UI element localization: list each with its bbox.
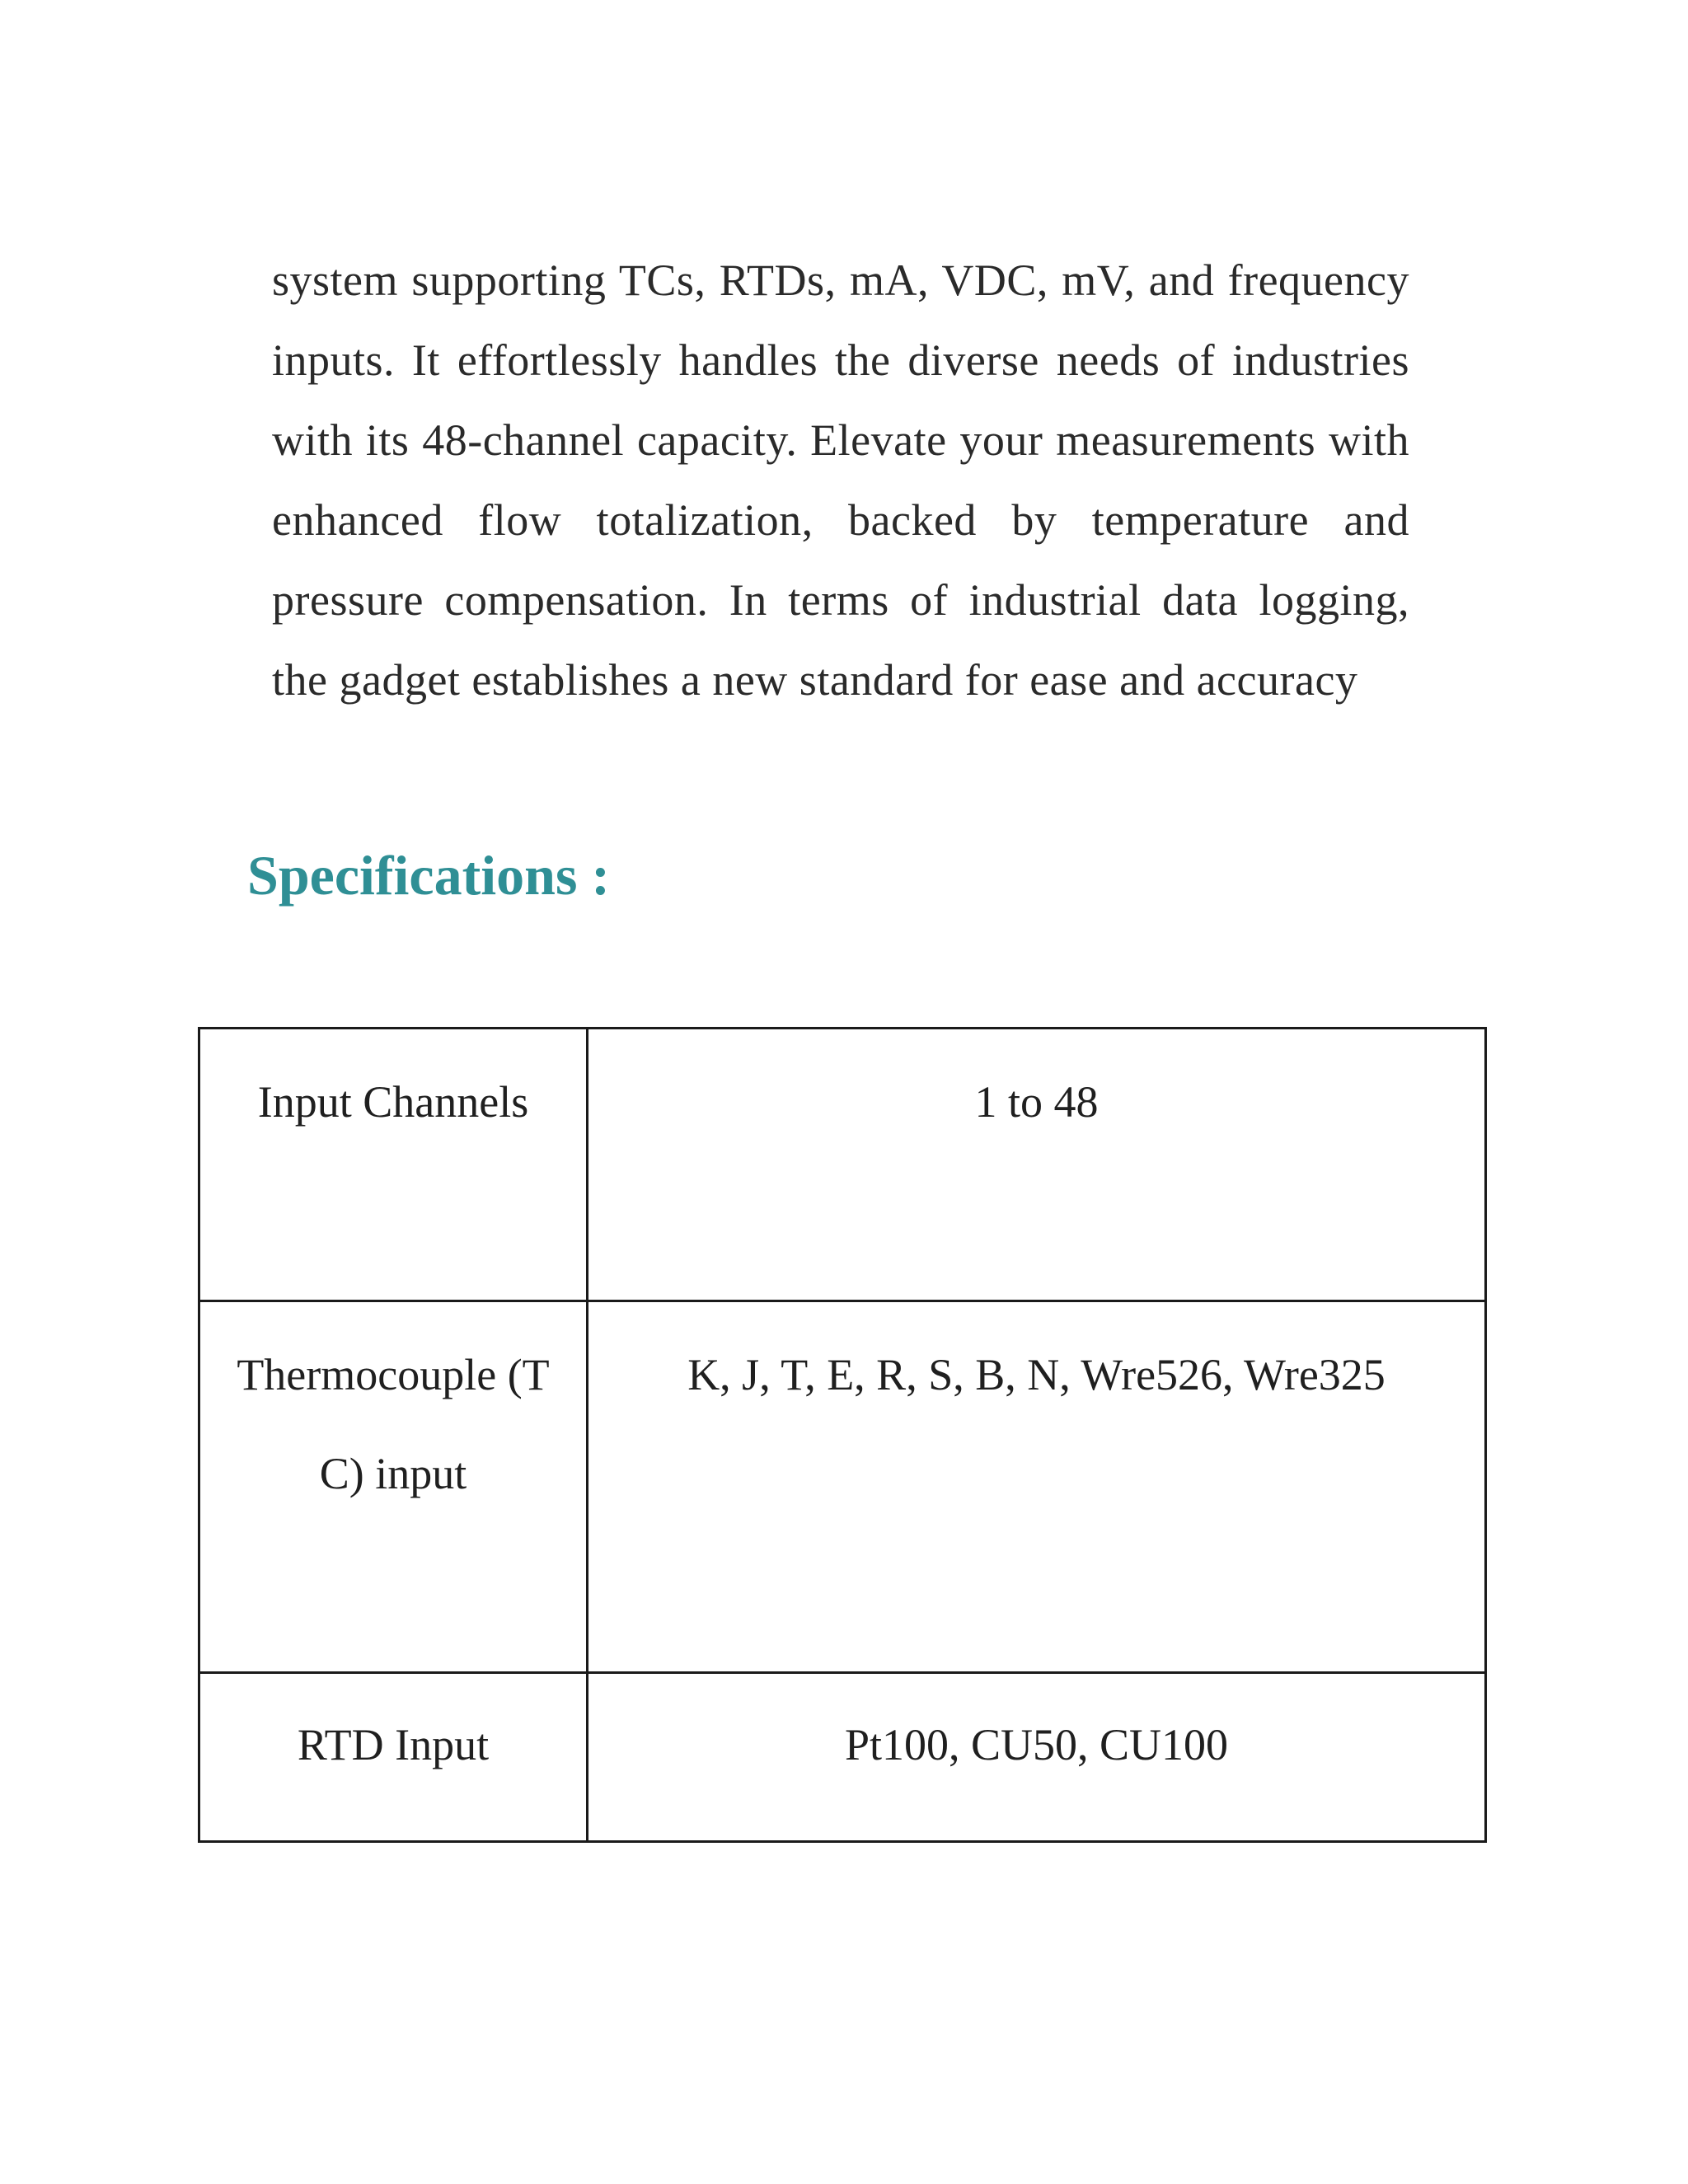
table-row — [199, 1029, 1486, 1301]
spec-label-cell: Input Channels — [199, 1029, 588, 1301]
spec-label-cell: Thermocouple (TC) input — [199, 1301, 588, 1673]
spec-value-cell: Pt100, CU50, CU100 — [588, 1673, 1486, 1842]
table-row — [199, 1673, 1486, 1842]
table-row — [199, 1301, 1486, 1673]
spec-label-cell: RTD Input — [199, 1673, 588, 1842]
intro-paragraph: system supporting TCs, RTDs, mA, VDC, mV, and frequency inputs. It effortlessly handles the diverse needs of industries with its 48-channel capacity. Elevate your measurements with enhanced flow totalization, backed by temperature and pressure compensation. In terms of industrial data logging, the gadget establishes a new standard for ease and accuracy — [272, 255, 1409, 705]
specifications-heading: Specifications : — [247, 844, 611, 907]
specifications-table — [198, 1027, 1487, 1843]
spec-value-cell: 1 to 48 — [588, 1029, 1486, 1301]
spec-value-cell: K, J, T, E, R, S, B, N, Wre526, Wre325 — [588, 1301, 1486, 1673]
